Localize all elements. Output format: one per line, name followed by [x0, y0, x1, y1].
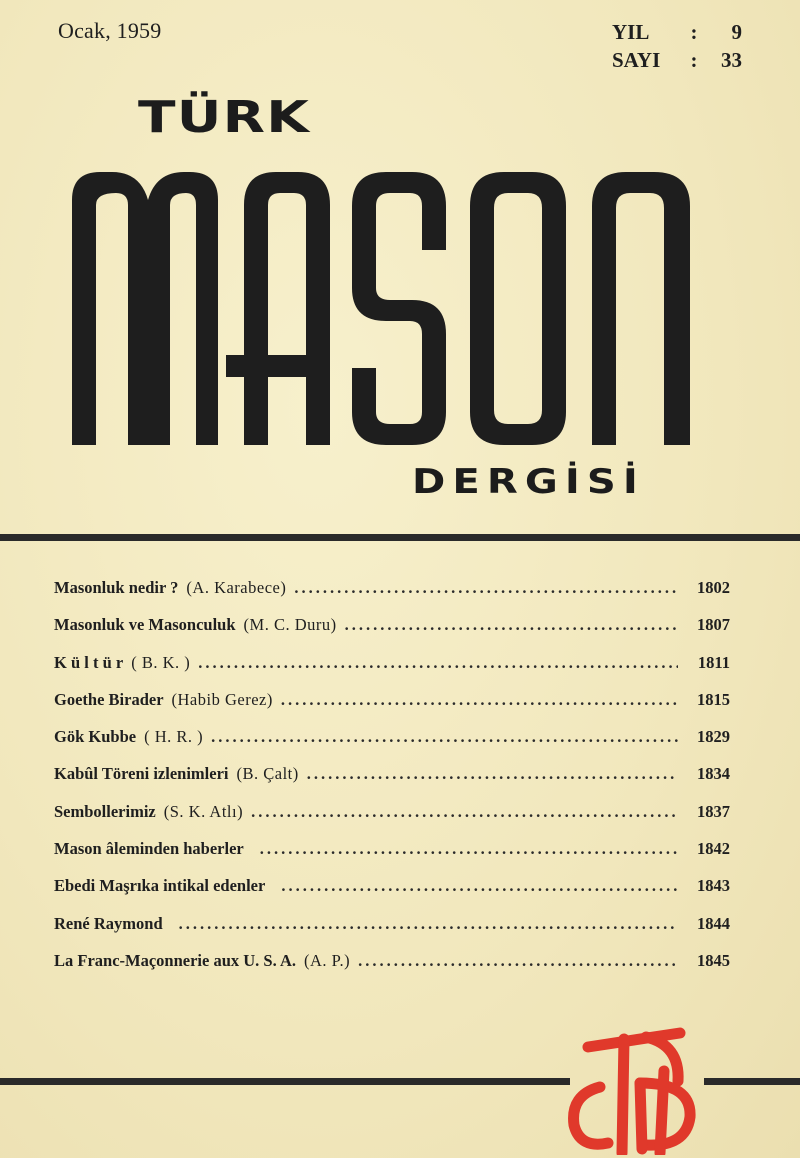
toc-page: 1837 [697, 801, 730, 821]
toc-title: Kabûl Töreni izlenimleri [54, 764, 229, 784]
toc-author: ( H. R. ) [144, 727, 204, 747]
tmd-monogram-logo [560, 1025, 710, 1155]
issue-date: Ocak, 1959 [58, 18, 162, 43]
toc-leader [281, 690, 678, 710]
toc-page: 1829 [697, 727, 730, 747]
toc-page: 1842 [697, 839, 730, 859]
toc-author: (A. P.) [303, 950, 351, 970]
toc-entry [54, 802, 730, 839]
toc-title: Goethe Birader [54, 689, 164, 709]
toc-entry [54, 615, 730, 652]
toc-page: 1845 [697, 950, 730, 970]
toc-title: La Franc-Maçonnerie aux U. S. A. [54, 950, 296, 970]
toc-leader [179, 914, 678, 934]
toc-title: Masonluk nedir ? [54, 578, 179, 597]
toc-author: (M. C. Duru) [243, 615, 337, 635]
year-value: 9 [731, 20, 742, 44]
toc-entry [54, 764, 730, 801]
masthead-dergisi: DERGİSİ [412, 462, 645, 502]
table-of-contents [54, 578, 730, 988]
masthead-turk: TÜRK [138, 92, 311, 143]
toc-page: 1802 [697, 578, 730, 597]
toc-title: Masonluk ve Masonculuk [54, 615, 236, 635]
toc-author: (S. K. Atlı) [163, 801, 244, 821]
toc-leader [198, 653, 678, 673]
toc-leader [251, 802, 678, 822]
toc-leader [211, 727, 678, 747]
toc-title: Mason âleminden haberler [54, 839, 244, 859]
toc-leader [260, 839, 678, 859]
toc-page: 1844 [697, 913, 730, 933]
toc-leader [345, 615, 678, 635]
toc-page: 1843 [697, 876, 730, 896]
issue-label: SAYI [612, 48, 661, 72]
toc-author: (A. Karabece) [186, 578, 287, 597]
toc-entry [54, 876, 730, 913]
toc-entry [54, 914, 730, 951]
toc-entry [54, 727, 730, 764]
toc-title: Ebedi Maşrıka intikal edenler [54, 876, 266, 896]
toc-leader [358, 951, 678, 971]
toc-entry [54, 951, 730, 988]
masthead-mason-wordmark [0, 0, 800, 470]
toc-leader [294, 578, 678, 598]
top-divider [0, 534, 800, 541]
bottom-divider-left [0, 1078, 570, 1085]
toc-author: (B. Çalt) [236, 764, 299, 784]
issue-separator: : [690, 48, 698, 72]
toc-entry [54, 839, 730, 876]
toc-page: 1834 [697, 764, 730, 784]
toc-page: 1811 [697, 652, 730, 672]
toc-title: Sembollerimiz [54, 801, 156, 821]
toc-author: ( B. K. ) [131, 652, 191, 672]
toc-leader [281, 876, 678, 896]
year-separator: : [690, 20, 698, 44]
issue-value: 33 [721, 48, 742, 72]
toc-author: (Habib Gerez) [171, 689, 273, 709]
toc-leader [307, 764, 678, 784]
toc-title: Gök Kubbe [54, 727, 137, 747]
toc-entry [54, 653, 730, 690]
toc-page: 1815 [697, 689, 730, 709]
bottom-divider-right [704, 1078, 800, 1085]
toc-title: K ü l t ü r [54, 652, 124, 672]
toc-entry [54, 578, 730, 615]
year-label: YIL [612, 20, 650, 44]
toc-page: 1807 [697, 615, 730, 635]
toc-title: René Raymond [54, 913, 163, 933]
toc-entry [54, 690, 730, 727]
